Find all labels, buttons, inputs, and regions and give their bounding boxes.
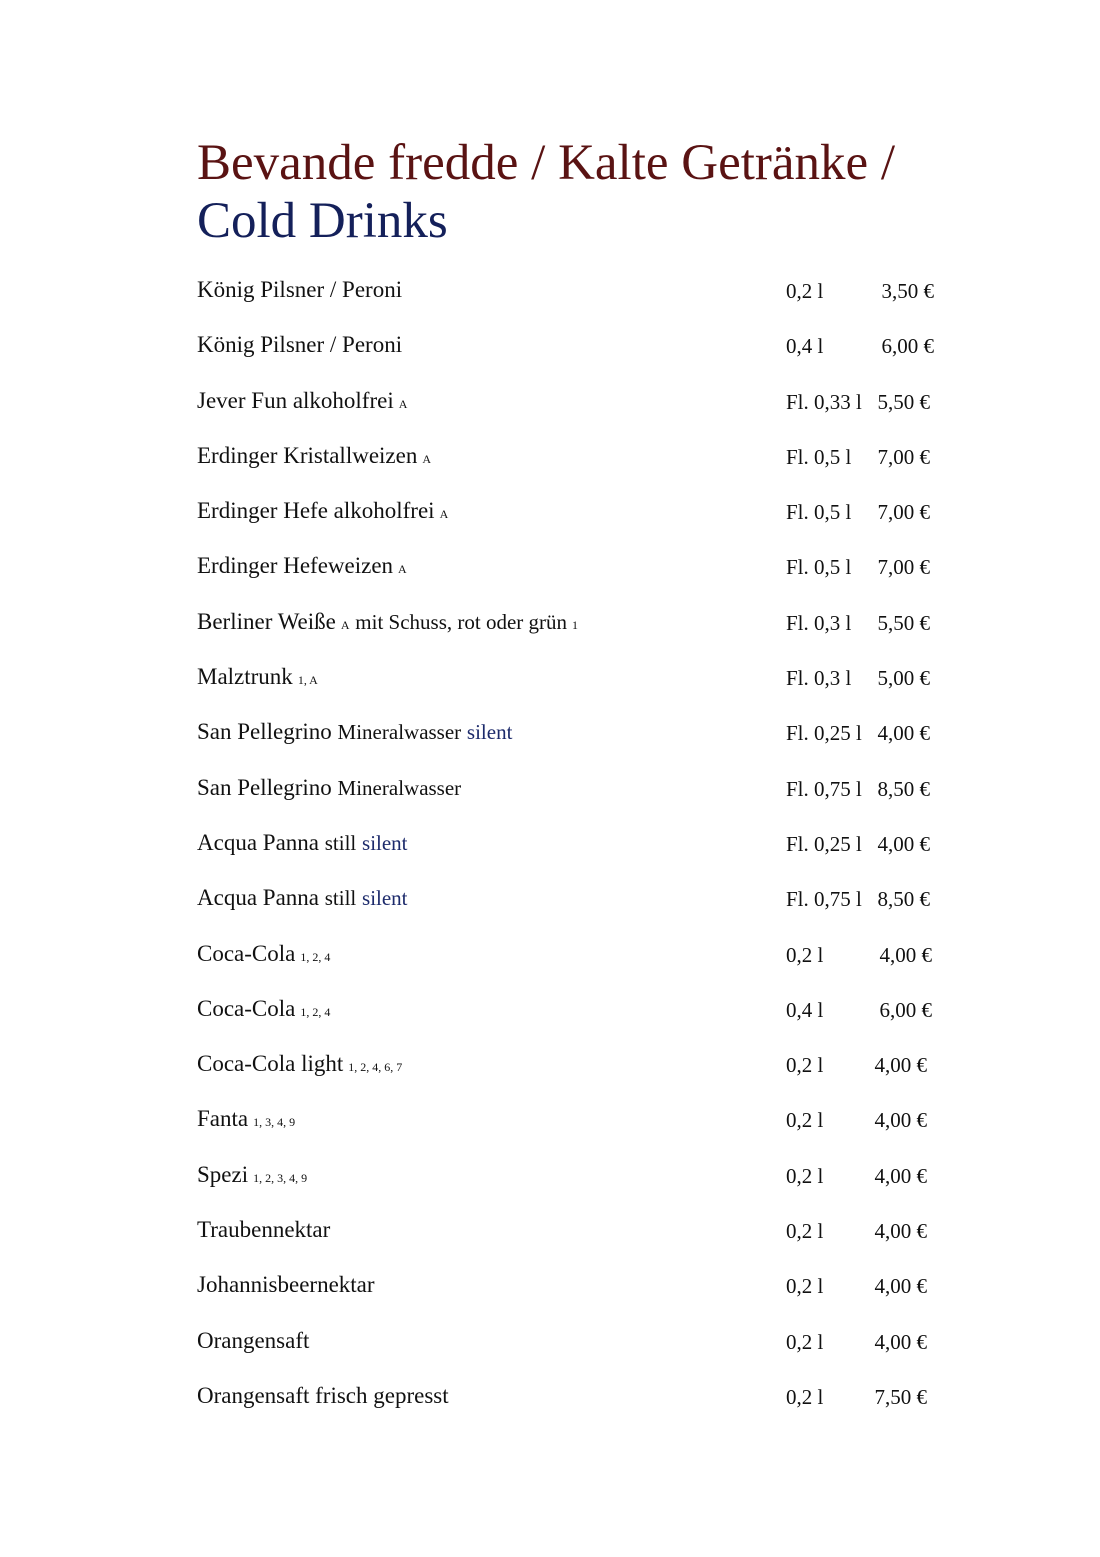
- item-volume: Fl. 0,75 l: [786, 776, 862, 801]
- item-volume: Fl. 0,5 l: [786, 500, 852, 525]
- item-volume: 0,2 l: [786, 1274, 824, 1299]
- item-name: [197, 1215, 330, 1245]
- list-item: [197, 1092, 957, 1147]
- item-price: 4,00 €: [874, 1219, 927, 1244]
- item-title: Jever Fun alkoholfrei: [197, 387, 394, 413]
- drinks-list: [197, 263, 957, 1424]
- list-item: [197, 595, 957, 650]
- allergen-note: 1, 2, 3, 4, 9: [253, 1170, 308, 1185]
- list-item: [197, 650, 957, 705]
- item-name: [197, 828, 408, 858]
- item-volume: 0,2 l: [786, 1163, 824, 1188]
- item-title: Acqua Panna: [197, 829, 319, 855]
- item-title: Coca-Cola light: [197, 1051, 344, 1077]
- item-title: Erdinger Kristallweizen: [197, 442, 418, 468]
- title-line-2: Cold Drinks: [197, 193, 448, 249]
- item-name: [197, 496, 448, 529]
- item-name: [197, 994, 330, 1027]
- item-title: San Pellegrino: [197, 719, 332, 745]
- item-extra: Mineralwasser: [337, 720, 462, 745]
- allergen-note: A: [439, 507, 449, 522]
- item-price: 3,50 €: [881, 279, 934, 303]
- item-price: 4,00 €: [877, 721, 930, 746]
- item-suffix: mit Schuss, rot oder grün: [355, 609, 568, 634]
- item-volume: Fl. 0,3 l: [786, 666, 852, 691]
- item-volume: 0,2 l: [786, 1384, 824, 1409]
- list-item: [197, 318, 957, 373]
- item-name: [197, 1104, 295, 1137]
- item-extra: still: [324, 830, 357, 855]
- allergen-note: 1, 3, 4, 9: [253, 1115, 296, 1130]
- list-item: [197, 1203, 957, 1258]
- item-silent: silent: [362, 886, 408, 911]
- item-title: Malztrunk: [197, 664, 293, 690]
- item-title: Spezi: [197, 1161, 249, 1187]
- item-silent: silent: [466, 720, 513, 745]
- item-name: [197, 662, 318, 695]
- item-price: 7,50 €: [874, 1384, 927, 1409]
- item-title: Berliner Weiße: [197, 608, 336, 634]
- item-name: [197, 607, 578, 640]
- item-price: 8,50 €: [877, 776, 930, 801]
- allergen-note: 1, 2, 4: [300, 949, 331, 964]
- item-volume: Fl. 0,5 l: [786, 444, 852, 469]
- item-price: 4,00 €: [874, 1108, 927, 1133]
- item-name: [197, 1381, 449, 1411]
- item-title: König Pilsner / Peroni: [197, 332, 403, 358]
- item-volume: 0,2 l: [786, 1329, 824, 1354]
- item-name: [197, 386, 407, 419]
- item-title: Traubennektar: [197, 1217, 331, 1243]
- item-name: [197, 773, 461, 803]
- list-item: [197, 263, 957, 318]
- list-item: [197, 1148, 957, 1203]
- item-title: Orangensaft frisch gepresst: [197, 1382, 449, 1408]
- list-item: [197, 705, 957, 760]
- allergen-note: 1, 2, 4, 6, 7: [348, 1060, 403, 1075]
- item-volume: Fl. 0,75 l: [786, 887, 862, 912]
- list-item: [197, 871, 957, 926]
- item-name: [197, 939, 330, 972]
- item-title: König Pilsner / Peroni: [197, 277, 403, 302]
- item-price: 4,00 €: [874, 1329, 927, 1354]
- list-item: [197, 927, 957, 982]
- item-silent: silent: [362, 830, 408, 855]
- item-volume: Fl. 0,25 l: [786, 831, 862, 856]
- item-price: 4,00 €: [877, 831, 930, 856]
- allergen-note: 1, 2, 4: [300, 1004, 331, 1019]
- item-title: Acqua Panna: [197, 885, 319, 911]
- item-price: 5,50 €: [877, 389, 930, 414]
- item-name: [197, 1326, 309, 1356]
- list-item: [197, 374, 957, 429]
- item-volume: 0,2 l: [786, 942, 824, 967]
- item-volume: 0,2 l: [786, 1108, 824, 1133]
- allergen-note: A: [422, 451, 432, 466]
- allergen-note: A: [398, 562, 407, 577]
- item-title: Erdinger Hefeweizen: [197, 553, 394, 579]
- item-price: 4,00 €: [874, 1163, 927, 1188]
- item-price: 6,00 €: [879, 997, 932, 1022]
- item-volume: Fl. 0,3 l: [786, 610, 852, 635]
- item-name: [197, 275, 402, 305]
- item-volume: 0,2 l: [786, 279, 824, 303]
- item-title: Fanta: [197, 1106, 249, 1132]
- item-name: [197, 1049, 402, 1082]
- item-title: Coca-Cola: [197, 995, 296, 1021]
- item-price: 8,50 €: [877, 887, 930, 912]
- list-item: [197, 429, 957, 484]
- allergen-note: A: [398, 396, 408, 411]
- list-item: [197, 1369, 957, 1424]
- title-line-1: Bevande fredde / Kalte Getränke /: [197, 135, 896, 191]
- item-name: [197, 1160, 307, 1193]
- item-title: Johannisbeernektar: [197, 1272, 375, 1298]
- item-name: [197, 551, 407, 584]
- item-volume: 0,2 l: [786, 1219, 824, 1244]
- item-name: [197, 1270, 375, 1300]
- list-item: [197, 539, 957, 594]
- list-item: [197, 761, 957, 816]
- allergen-note: A: [340, 617, 350, 632]
- item-price: 4,00 €: [874, 1053, 927, 1078]
- item-title: Orangensaft: [197, 1327, 310, 1353]
- item-name: [197, 441, 431, 474]
- item-title: Erdinger Hefe alkoholfrei: [197, 498, 435, 524]
- item-price: 4,00 €: [874, 1274, 927, 1299]
- item-name: [197, 883, 408, 913]
- list-item: [197, 816, 957, 871]
- allergen-note: 1, A: [297, 673, 318, 688]
- item-title: San Pellegrino: [197, 774, 332, 800]
- item-title: Coca-Cola: [197, 940, 296, 966]
- item-price: 5,00 €: [877, 666, 930, 691]
- item-price: 5,50 €: [877, 610, 930, 635]
- item-extra: still: [324, 886, 357, 911]
- list-item: [197, 1258, 957, 1313]
- item-price: 4,00 €: [879, 942, 932, 967]
- item-volume: 0,4 l: [786, 334, 824, 359]
- list-item: [197, 1037, 957, 1092]
- item-extra: Mineralwasser: [337, 775, 462, 800]
- allergen-note: 1: [572, 617, 579, 632]
- item-price: 7,00 €: [877, 500, 930, 525]
- item-volume: Fl. 0,5 l: [786, 555, 852, 580]
- list-item: [197, 1314, 957, 1369]
- item-volume: Fl. 0,25 l: [786, 721, 862, 746]
- list-item: [197, 982, 957, 1037]
- item-name: [197, 330, 402, 360]
- item-name: [197, 717, 512, 747]
- item-volume: 0,2 l: [786, 1053, 824, 1078]
- item-volume: 0,4 l: [786, 997, 824, 1022]
- page-title: [197, 134, 977, 250]
- item-price: 6,00 €: [881, 334, 934, 359]
- item-volume: Fl. 0,33 l: [786, 389, 862, 414]
- item-price: 7,00 €: [877, 555, 930, 580]
- list-item: [197, 484, 957, 539]
- item-price: 7,00 €: [877, 444, 930, 469]
